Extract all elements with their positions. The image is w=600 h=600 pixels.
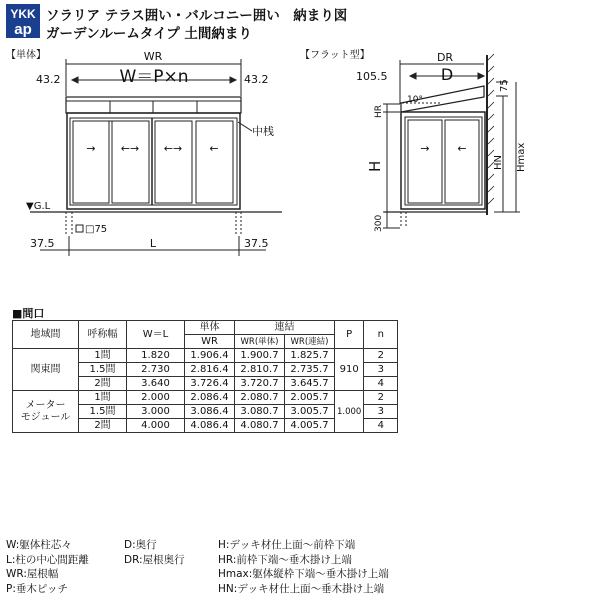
p-cell: 910 bbox=[335, 349, 364, 391]
logo-text-bottom: ap bbox=[14, 21, 32, 38]
width-spec-table bbox=[12, 320, 398, 433]
door-panel bbox=[196, 121, 233, 203]
name-cell: 1間 bbox=[79, 391, 127, 405]
header-p: P bbox=[335, 321, 364, 349]
header-wr: WR bbox=[185, 335, 235, 349]
n-cell: 3 bbox=[364, 405, 398, 419]
wr-linked-cell: 2.735.7 bbox=[285, 363, 335, 377]
door-panel bbox=[155, 121, 192, 203]
wr-cell: 4.086.4 bbox=[185, 419, 235, 433]
wl-cell: 1.820 bbox=[127, 349, 185, 363]
area-cell: 関東間 bbox=[13, 349, 79, 391]
wl-cell: 4.000 bbox=[127, 419, 185, 433]
table-row bbox=[13, 391, 398, 405]
hmax-label: Hmax bbox=[516, 142, 527, 172]
legend-item: HN:デッキ材仕上面～垂木掛け上端 bbox=[218, 582, 385, 595]
p-cell: 1.000 bbox=[335, 391, 364, 433]
n-cell: 2 bbox=[364, 349, 398, 363]
name-cell: 2間 bbox=[79, 419, 127, 433]
n-cell: 2 bbox=[364, 391, 398, 405]
n-cell: 4 bbox=[364, 377, 398, 391]
wl-cell: 2.730 bbox=[127, 363, 185, 377]
post-square-icon bbox=[76, 225, 83, 232]
name-cell: 1間 bbox=[79, 349, 127, 363]
wr-single-cell: 1.900.7 bbox=[235, 349, 285, 363]
header-wl: W＝L bbox=[127, 321, 185, 349]
area-line-2: モジュール bbox=[20, 411, 71, 423]
header-n: n bbox=[364, 321, 398, 349]
left-overhang-label: 43.2 bbox=[36, 73, 61, 86]
wr-cell: 1.906.4 bbox=[185, 349, 235, 363]
slide-arrow: ← bbox=[457, 142, 467, 155]
wr-linked-cell: 3.005.7 bbox=[285, 405, 335, 419]
section-label-single: 【単体】 bbox=[6, 50, 46, 61]
hr-label: HR bbox=[374, 104, 384, 118]
dr-label: DR bbox=[436, 51, 454, 64]
header-area: 地域間 bbox=[13, 321, 79, 349]
legend-col-2 bbox=[124, 538, 185, 567]
span-label: L bbox=[149, 237, 157, 250]
wr-single-cell: 3.080.7 bbox=[235, 405, 285, 419]
wr-single-cell: 4.080.7 bbox=[235, 419, 285, 433]
wr-single-cell: 3.720.7 bbox=[235, 377, 285, 391]
wr-cell: 2.816.4 bbox=[185, 363, 235, 377]
legend-item: L:柱の中心間距離 bbox=[6, 553, 89, 566]
post-size-label: □75 bbox=[85, 224, 108, 235]
front-view bbox=[6, 48, 282, 256]
wr-label: WR bbox=[143, 50, 163, 63]
wr-cell: 2.086.4 bbox=[185, 391, 235, 405]
table-row bbox=[13, 349, 398, 363]
front-frame bbox=[67, 113, 240, 209]
wr-linked-cell: 1.825.7 bbox=[285, 349, 335, 363]
wr-linked-cell: 2.005.7 bbox=[285, 391, 335, 405]
front-overhang-label: 105.5 bbox=[356, 70, 388, 83]
logo-text-top: YKK bbox=[10, 7, 36, 21]
name-cell: 2間 bbox=[79, 377, 127, 391]
legend-item: HR:前枠下端～垂木掛け上端 bbox=[218, 553, 352, 566]
name-cell: 1.5間 bbox=[79, 405, 127, 419]
wl-cell: 3.000 bbox=[127, 405, 185, 419]
right-post-label: 37.5 bbox=[244, 237, 269, 250]
legend-col-1 bbox=[6, 538, 89, 596]
wr-linked-cell: 3.645.7 bbox=[285, 377, 335, 391]
legend-item: Hmax:躯体縦枠下端～垂木掛け上端 bbox=[218, 568, 389, 580]
w-formula-label: W＝P×n bbox=[119, 67, 189, 87]
slide-arrow: ←→ bbox=[120, 142, 140, 155]
slide-arrow: → bbox=[86, 142, 96, 155]
wl-cell: 2.000 bbox=[127, 391, 185, 405]
legend-item: WR:屋根幅 bbox=[6, 568, 59, 580]
name-cell: 1.5間 bbox=[79, 363, 127, 377]
n-cell: 4 bbox=[364, 419, 398, 433]
area-cell bbox=[13, 391, 79, 433]
side-view bbox=[300, 48, 527, 232]
area-line-1: メーター bbox=[25, 399, 66, 411]
legend-item: W:躯体柱芯々 bbox=[6, 539, 72, 551]
n-cell: 3 bbox=[364, 363, 398, 377]
section-label-flat: 【フラット型】 bbox=[300, 50, 370, 61]
right-overhang-label: 43.2 bbox=[244, 73, 269, 86]
top-dim-label: 75 bbox=[499, 79, 510, 92]
header-wr-linked: WR(連結) bbox=[285, 335, 335, 349]
mid-frame-label: 中桟 bbox=[252, 125, 274, 138]
header-linked: 連結 bbox=[235, 321, 335, 335]
wr-single-cell: 2.810.7 bbox=[235, 363, 285, 377]
d-label: D bbox=[440, 65, 454, 84]
door-panel bbox=[112, 121, 149, 203]
door-panel bbox=[408, 120, 442, 203]
slide-arrow: ←→ bbox=[163, 142, 183, 155]
header-wr-single: WR(単体) bbox=[235, 335, 285, 349]
side-frame bbox=[401, 112, 485, 209]
ground-level-label: ▼G.L bbox=[26, 201, 51, 212]
wr-linked-cell: 4.005.7 bbox=[285, 419, 335, 433]
title-line-1: ソラリア テラス囲い・バルコニー囲い 納まり図 bbox=[46, 8, 348, 24]
legend-item: D:奥行 bbox=[124, 539, 157, 551]
slide-arrow: ← bbox=[209, 142, 219, 155]
header-single: 単体 bbox=[185, 321, 235, 335]
table-title: ■間口 bbox=[12, 307, 45, 320]
wr-single-cell: 2.080.7 bbox=[235, 391, 285, 405]
door-panel bbox=[73, 121, 109, 203]
wr-cell: 3.086.4 bbox=[185, 405, 235, 419]
left-post-label: 37.5 bbox=[30, 237, 55, 250]
legend-item: P:垂木ピッチ bbox=[6, 582, 68, 595]
door-panel bbox=[445, 120, 479, 203]
angle-label: 10° bbox=[407, 95, 423, 105]
title-line-2: ガーデンルームタイプ 土間納まり bbox=[46, 26, 252, 42]
wr-cell: 3.726.4 bbox=[185, 377, 235, 391]
legend-item: H:デッキ材仕上面～前枠下端 bbox=[218, 539, 356, 551]
wl-cell: 3.640 bbox=[127, 377, 185, 391]
bottom-dim-label: 300 bbox=[374, 214, 384, 232]
legend-col-3 bbox=[218, 538, 389, 596]
slide-arrow: → bbox=[420, 142, 430, 155]
hn-label: HN bbox=[493, 155, 504, 170]
h-label: H bbox=[366, 160, 384, 172]
legend-item: DR:屋根奥行 bbox=[124, 553, 185, 566]
header-name: 呼称幅 bbox=[79, 321, 127, 349]
